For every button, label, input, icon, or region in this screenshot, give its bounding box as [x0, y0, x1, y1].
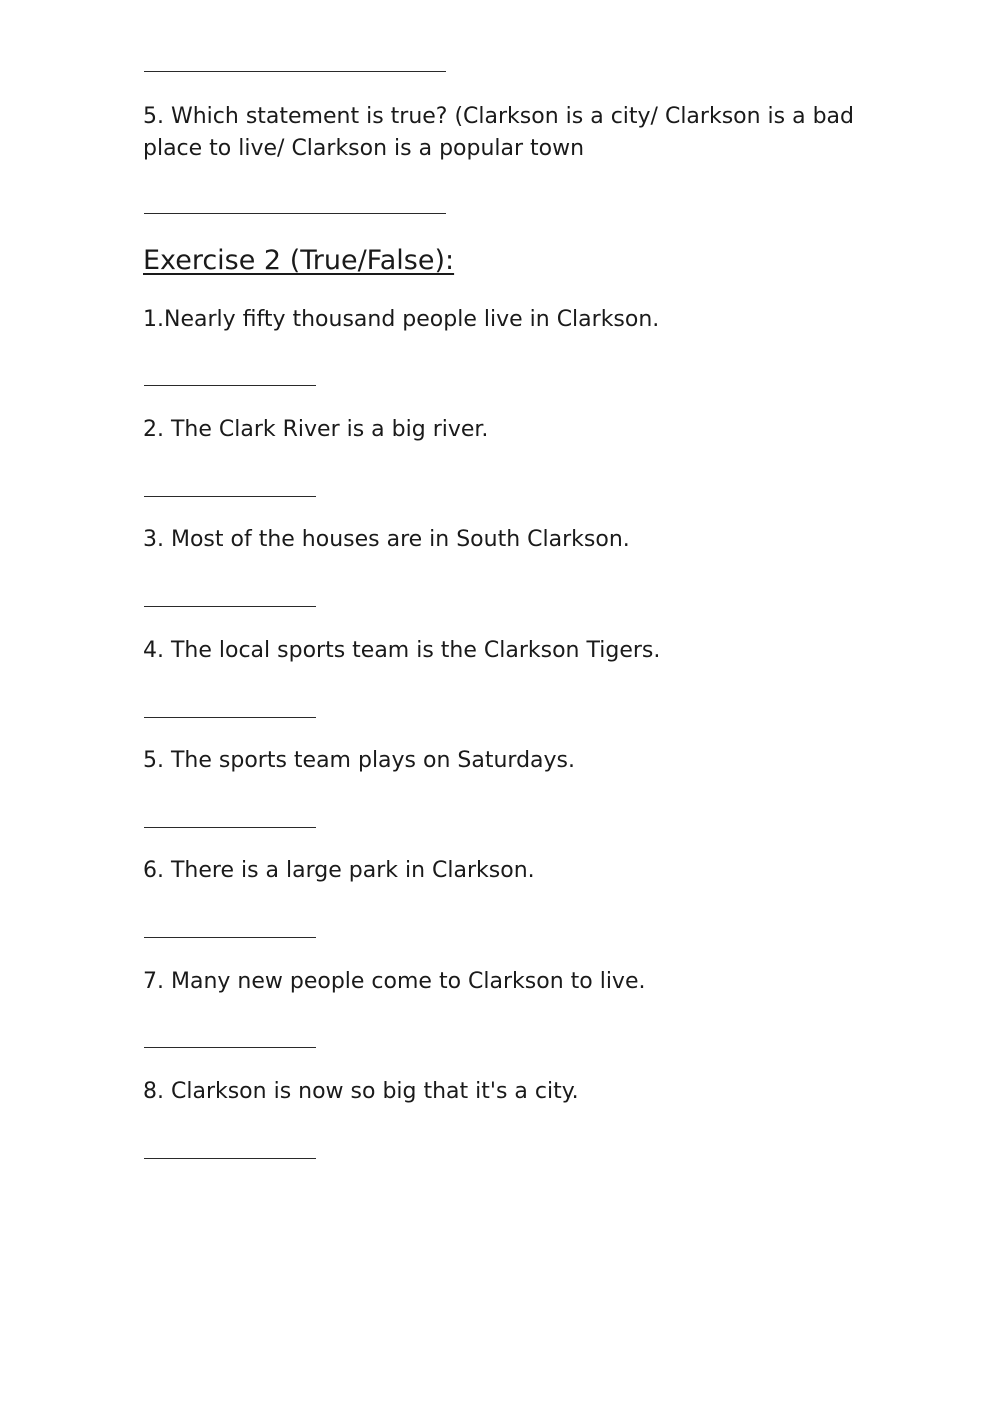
answer-line-q5[interactable]	[144, 213, 446, 214]
tf-item-5: 5. The sports team plays on Saturdays.	[143, 748, 575, 773]
question-5-text: 5. Which statement is true? (Clarkson is a city/ Clarkson is a bad place to live/ Clarkson is a popular town	[143, 104, 855, 161]
tf-answer-line-8[interactable]	[144, 1158, 316, 1159]
tf-answer-line-1[interactable]	[144, 385, 316, 386]
tf-answer-line-6[interactable]	[144, 937, 316, 938]
tf-answer-line-3[interactable]	[144, 606, 316, 607]
tf-item-2: 2. The Clark River is a big river.	[143, 417, 489, 442]
tf-item-6: 6. There is a large park in Clarkson.	[143, 858, 535, 883]
tf-answer-line-5[interactable]	[144, 827, 316, 828]
tf-answer-line-4[interactable]	[144, 717, 316, 718]
exercise-2-heading: Exercise 2 (True/False):	[143, 245, 455, 276]
tf-item-1: 1.Nearly fifty thousand people live in Clarkson.	[143, 307, 660, 332]
answer-line-q4[interactable]	[144, 71, 446, 72]
tf-item-3: 3. Most of the houses are in South Clarkson.	[143, 527, 630, 552]
tf-answer-line-7[interactable]	[144, 1047, 316, 1048]
tf-item-4: 4. The local sports team is the Clarkson Tigers.	[143, 638, 661, 663]
tf-item-7: 7. Many new people come to Clarkson to live.	[143, 969, 646, 994]
tf-answer-line-2[interactable]	[144, 496, 316, 497]
tf-item-8: 8. Clarkson is now so big that it's a city.	[143, 1079, 579, 1104]
